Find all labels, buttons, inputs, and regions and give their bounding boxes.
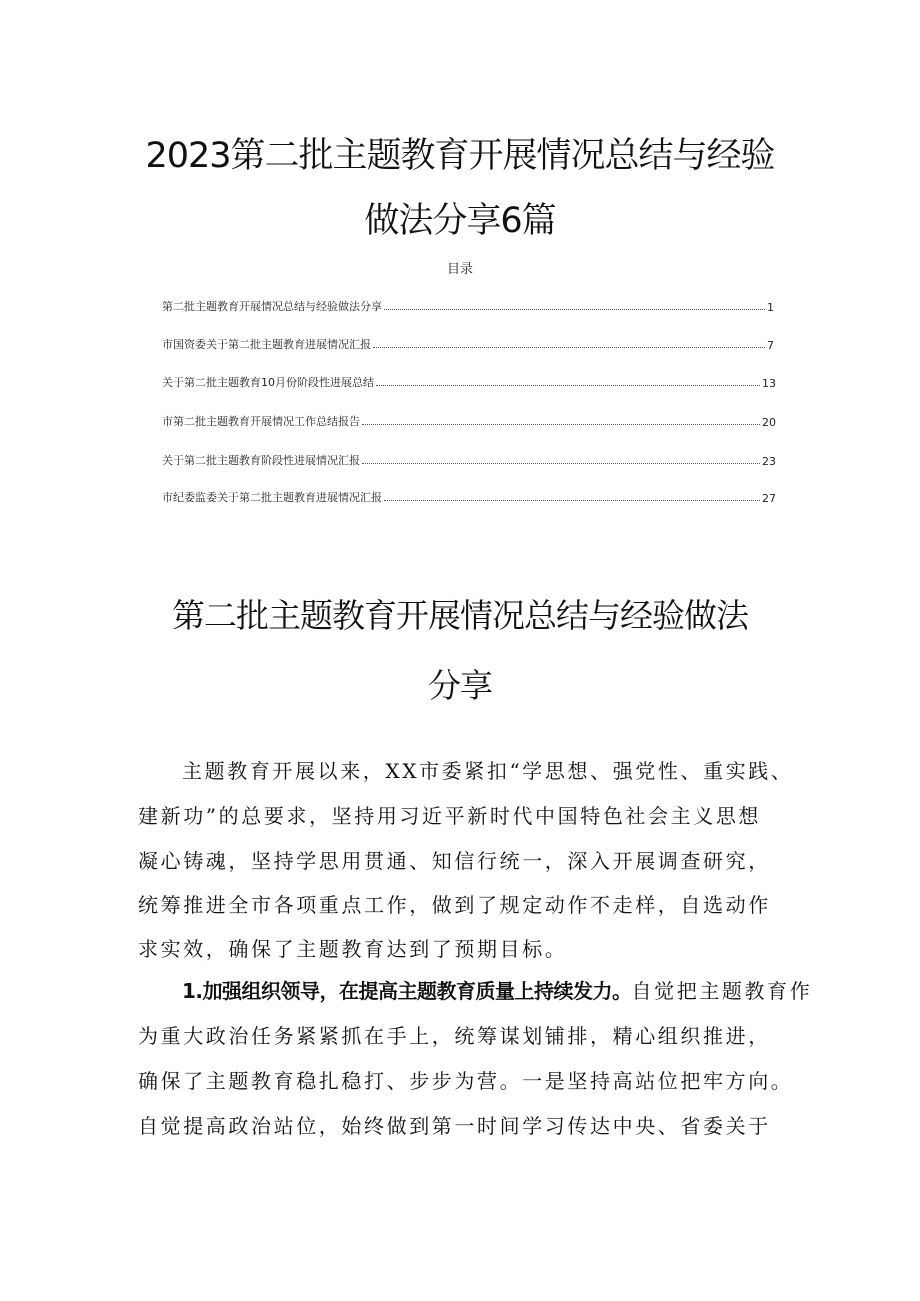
paragraph-line: 确保了主题教育稳扎稳打、步步为营。一是坚持高站位把牢方向。 [138,1069,794,1093]
paragraph-lead-heading: 1.加强组织领导，在提高主题教育质量上持续发力。 [182,979,632,1003]
toc-entry-label: 市第二批主题教育开展情况工作总结报告 [162,415,360,428]
paragraph-line: 统筹推进全市各项重点工作，做到了规定动作不走样，自选动作 [138,893,771,917]
toc-entry-page: 7 [767,339,774,352]
paragraph-line-rest: 自觉把主题教育作 [631,979,813,1003]
paragraph-line [182,975,812,1004]
toc-entry-label: 关于第二批主题教育阶段性进展情况汇报 [162,454,360,467]
toc-leader [376,384,760,386]
toc-entry-label: 市国资委关于第二批主题教育进展情况汇报 [162,338,371,351]
section-title-line-1: 第二批主题教育开展情况总结与经验做法 [172,596,748,635]
toc-entry[interactable] [162,450,776,468]
document-title-line-1: 2023第二批主题教育开展情况总结与经验 [145,136,775,176]
document-title-line-2: 做法分享6篇 [364,201,556,241]
paragraph-line: 建新功”的总要求，坚持用习近平新时代中国特色社会主义思想 [138,804,762,828]
toc-entry-label: 关于第二批主题教育10月份阶段性进展总结 [162,376,374,389]
toc-heading: 目录 [446,262,473,277]
toc-leader [384,308,765,310]
toc-entry-page: 23 [762,455,776,468]
toc-entry[interactable] [162,334,774,352]
toc-entry-label: 市纪委监委关于第二批主题教育进展情况汇报 [162,491,382,504]
paragraph-line: 主题教育开展以来，XX市委紧扣“学思想、强党性、重实践、 [182,759,794,783]
toc-leader [373,346,765,348]
toc-entry[interactable] [162,372,776,390]
toc-leader [362,462,760,464]
toc-entry[interactable] [162,487,776,505]
paragraph-line: 凝心铸魂，坚持学思用贯通、知信行统一，深入开展调查研究， [138,849,771,873]
toc-leader [362,423,760,425]
toc-leader [384,499,760,501]
paragraph-line: 求实效，确保了主题教育达到了预期目标。 [138,937,568,961]
toc-entry-label: 第二批主题教育开展情况总结与经验做法分享 [162,300,382,313]
toc-entry[interactable] [162,411,776,429]
toc-entry-page: 1 [767,301,774,314]
toc-entry[interactable] [162,296,774,314]
toc-entry-page: 13 [762,377,776,390]
paragraph-line: 自觉提高政治站位，始终做到第一时间学习传达中央、省委关于 [138,1114,771,1138]
paragraph-line: 为重大政治任务紧紧抓在手上，统筹谋划铺排，精心组织推进， [138,1024,771,1048]
toc-entry-page: 20 [762,416,776,429]
toc-entry-page: 27 [762,492,776,505]
section-title-line-2: 分享 [428,666,492,705]
